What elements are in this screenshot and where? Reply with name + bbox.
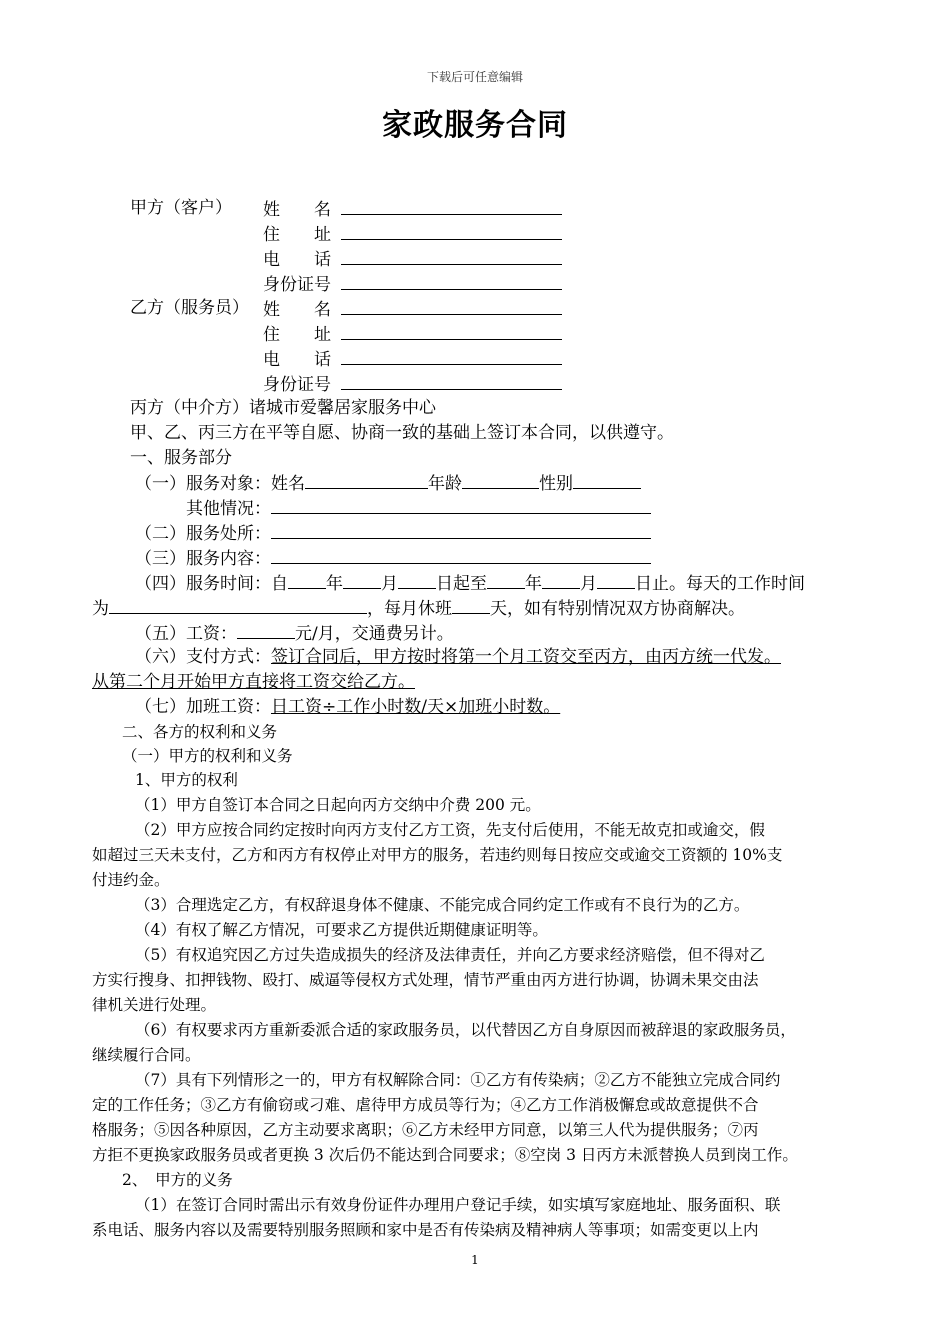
year-label: 年: [525, 574, 542, 594]
field-label: 身份证号: [263, 375, 331, 395]
overtime-row: [135, 695, 560, 719]
place-label: （二）服务处所：: [135, 524, 271, 544]
party-b-address-row: [263, 321, 562, 347]
party-b-name-row: [263, 296, 562, 322]
blank-line[interactable]: [597, 570, 635, 589]
blank-line[interactable]: [341, 246, 562, 265]
section1-heading: 一、服务部分: [130, 448, 232, 468]
age-label: 年龄: [428, 474, 462, 494]
blank-line[interactable]: [305, 470, 428, 489]
header-note: 下载后可任意编辑: [426, 70, 523, 84]
blank-line[interactable]: [341, 221, 562, 240]
field-label: 姓 名: [263, 200, 331, 220]
duty-1-line1: （1）在签订合同时需出示有效身份证件办理用户登记手续，如实填写家庭地址、服务面积、联: [135, 1196, 781, 1214]
blank-line[interactable]: [341, 346, 562, 365]
party-a-label: 甲方（客户）: [130, 198, 232, 218]
page-number: 1: [471, 1253, 479, 1267]
overtime-text: 日工资÷工作小时数/天×加班小时数。: [271, 697, 561, 717]
rest-post: 天，如有特别情况双方协商解决。: [490, 599, 745, 619]
party-a-address-row: [263, 221, 562, 247]
right-5-line3: 律机关进行处理。: [92, 996, 217, 1014]
party-b-phone-row: [263, 346, 562, 372]
day-to-label: 日止。每天的工作时间: [635, 574, 805, 594]
party-b-id-row: [263, 371, 562, 397]
time-label: （四）服务时间：自: [135, 574, 288, 594]
pay-text: 签订合同后，甲方按时将第一个月工资交至丙方，由丙方统一代发。: [271, 647, 781, 667]
month-label: 月: [580, 574, 597, 594]
field-label: 住 址: [263, 225, 331, 245]
section2-sub1: （一）甲方的权利和义务: [122, 747, 293, 765]
party-a-phone-row: [263, 246, 562, 272]
right-2-line1: （2）甲方应按合同约定按时向丙方支付乙方工资，先支付后使用，不能无故克扣或逾交，假: [135, 821, 765, 839]
right-6-line1: （6）有权要求丙方重新委派合适的家政服务员，以代替因乙方自身原因而被辞退的家政服务员，: [135, 1021, 796, 1039]
work-time-row: [92, 595, 745, 621]
blank-line[interactable]: [237, 620, 295, 639]
field-label: 电 话: [263, 250, 331, 270]
blank-line[interactable]: [487, 570, 525, 589]
blank-line[interactable]: [573, 470, 641, 489]
service-object-row: [135, 470, 641, 496]
field-label: 住 址: [263, 325, 331, 345]
object-label: （一）服务对象：姓名: [135, 474, 305, 494]
blank-line[interactable]: [542, 570, 580, 589]
wage-post: 元/月，交通费另计。: [295, 624, 454, 644]
right-5-line2: 方实行搜身、扣押钱物、殴打、威逼等侵权方式处理，情节严重由丙方进行协调，协调未果交由法: [92, 971, 759, 989]
right-5-line1: （5）有权追究因乙方过失造成损失的经济及法律责任，并向乙方要求经济赔偿，但不得对乙: [135, 946, 765, 964]
right-1: （1）甲方自签订本合同之日起向丙方交纳中介费 200 元。: [135, 796, 541, 814]
blank-line[interactable]: [341, 196, 562, 215]
wage-row: [135, 620, 454, 646]
blank-line[interactable]: [271, 545, 651, 564]
party-a-id-row: [263, 271, 562, 297]
year-label: 年: [326, 574, 343, 594]
duties-heading: 2、 甲方的义务: [122, 1171, 233, 1189]
overtime-label: （七）加班工资：: [135, 697, 271, 717]
field-label: 电 话: [263, 350, 331, 370]
blank-line[interactable]: [109, 595, 367, 614]
blank-line[interactable]: [452, 595, 490, 614]
month-label: 月: [381, 574, 398, 594]
right-4: （4）有权了解乙方情况，可要求乙方提供近期健康证明等。: [135, 921, 548, 939]
field-label: 身份证号: [263, 275, 331, 295]
duty-1-line2: 系电话、服务内容以及需要特别服务照顾和家中是否有传染病及精神病人等事项；如需变更以上内: [92, 1221, 759, 1239]
other-label: 其他情况：: [186, 499, 271, 519]
blank-line[interactable]: [462, 470, 539, 489]
blank-line[interactable]: [341, 321, 562, 340]
service-place-row: [135, 520, 651, 546]
right-3: （3）合理选定乙方，有权辞退身体不健康、不能完成合同约定工作或有不良行为的乙方。: [135, 896, 750, 914]
blank-line[interactable]: [271, 520, 651, 539]
right-7-line3: 格服务；⑤因各种原因，乙方主动要求离职；⑥乙方未经甲方同意，以第三人代为提供服务；⑦丙: [92, 1121, 759, 1139]
right-7-line1: （7）具有下列情形之一的，甲方有权解除合同：①乙方有传染病；②乙方不能独立完成合同约: [135, 1071, 781, 1089]
content-label: （三）服务内容：: [135, 549, 271, 569]
section2-heading: 二、各方的权利和义务: [122, 723, 278, 741]
blank-line[interactable]: [271, 495, 651, 514]
blank-line[interactable]: [398, 570, 436, 589]
pay-label: （六）支付方式：: [135, 647, 271, 667]
right-7-line4: 方拒不更换家政服务员或者更换 3 次后仍不能达到合同要求；⑧空岗 3 日丙方未派替换人员到岗工作。: [92, 1146, 798, 1164]
blank-line[interactable]: [288, 570, 326, 589]
party-c: 丙方（中介方）诸城市爱馨居家服务中心: [130, 398, 436, 418]
service-time-row: [135, 570, 805, 596]
blank-line[interactable]: [341, 371, 562, 390]
right-2-line3: 付违约金。: [92, 871, 170, 889]
payment-row: [135, 645, 781, 669]
day-from-label: 日起至: [436, 574, 487, 594]
right-6-line2: 继续履行合同。: [92, 1046, 201, 1064]
service-content-row: [135, 545, 651, 571]
work-time-label: 为: [92, 599, 109, 619]
party-a-name-row: [263, 196, 562, 222]
page-title: 家政服务合同: [382, 108, 568, 143]
blank-line[interactable]: [343, 570, 381, 589]
rights-heading: 1、甲方的权利: [135, 771, 238, 789]
blank-line[interactable]: [341, 296, 562, 315]
party-b-label: 乙方（服务员）: [130, 298, 249, 318]
right-2-line2: 如超过三天未支付，乙方和丙方有权停止对甲方的服务，若违约则每日按应交或逾交工资额的 10%支: [92, 846, 783, 864]
rest-label: ，每月休班: [367, 599, 452, 619]
payment-row-2: 从第二个月开始甲方直接将工资交给乙方。: [92, 672, 415, 692]
gender-label: 性别: [539, 474, 573, 494]
intro: 甲、乙、丙三方在平等自愿、协商一致的基础上签订本合同，以供遵守。: [130, 423, 674, 443]
field-label: 姓 名: [263, 300, 331, 320]
other-info-row: [186, 495, 651, 521]
wage-label: （五）工资：: [135, 624, 237, 644]
blank-line[interactable]: [341, 271, 562, 290]
right-7-line2: 定的工作任务；③乙方有偷窃或刁难、虐待甲方成员等行为；④乙方工作消极懈怠或故意提供不合: [92, 1096, 759, 1114]
